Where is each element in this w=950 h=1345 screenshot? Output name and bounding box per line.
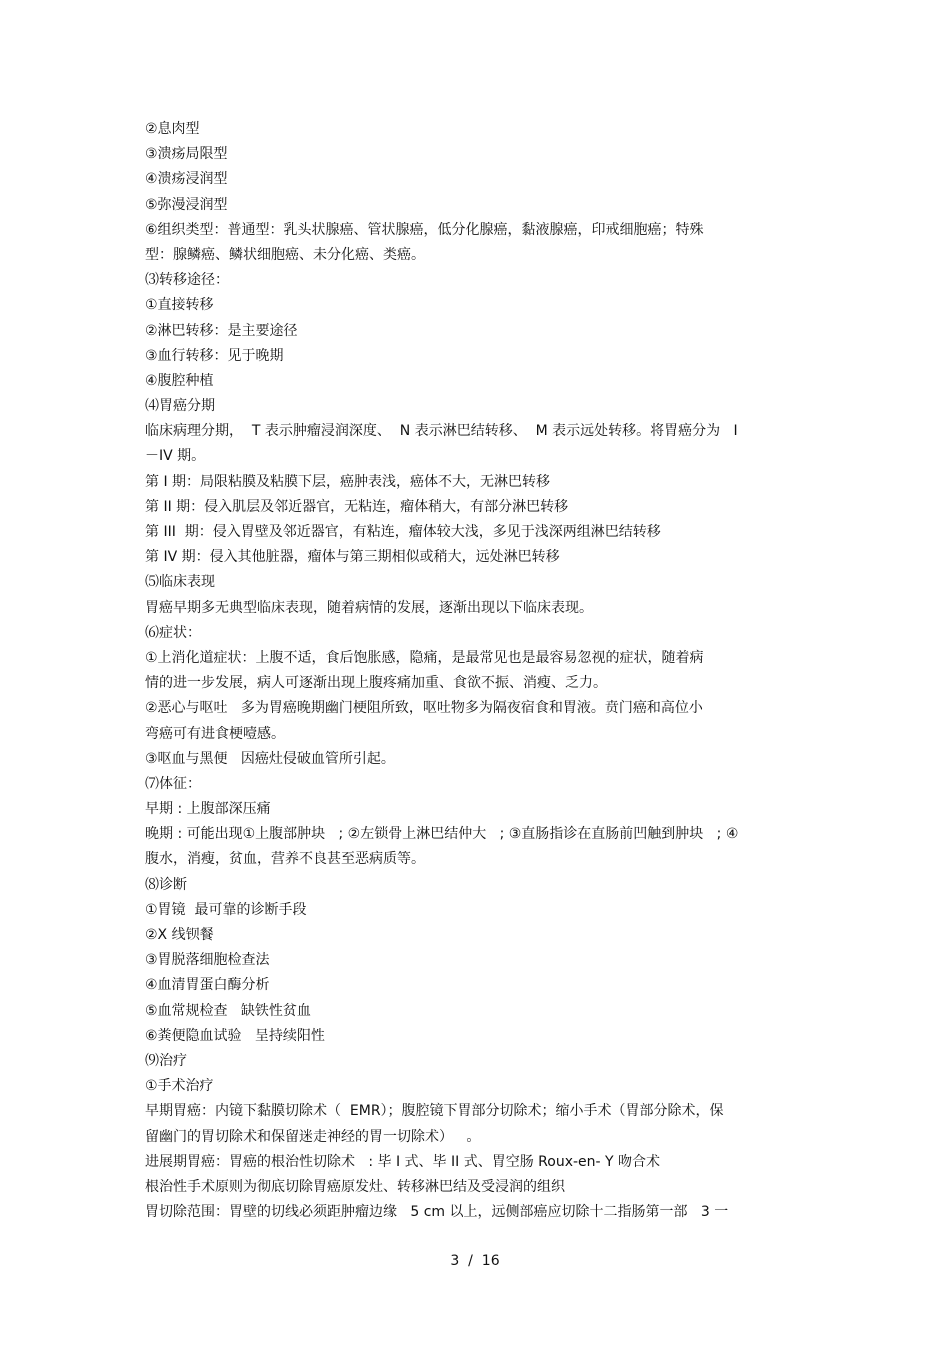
text-line: 胃切除范围：胃壁的切线必须距肿瘤边缘 5 cm 以上，远侧部癌应切除十二指肠第一部 3 一 bbox=[145, 1204, 729, 1221]
section-heading: ⑶转移途径： bbox=[145, 272, 229, 289]
text-line: ④腹腔种植 bbox=[145, 372, 214, 389]
text-line: ⑥粪便隐血试验 呈持续阳性 bbox=[145, 1027, 325, 1044]
text-line: ②恶心与呕吐 多为胃癌晚期幽门梗阻所致，呕吐物多为隔夜宿食和胃液。贲门癌和高位小 bbox=[145, 700, 703, 717]
text-line: ④血清胃蛋白酶分析 bbox=[145, 977, 270, 994]
text-line: －IV 期。 bbox=[145, 448, 206, 465]
text-line: ①手术治疗 bbox=[145, 1078, 214, 1095]
text-line: ③胃脱落细胞检查法 bbox=[145, 952, 270, 969]
text-line: 进展期胃癌：胃癌的根治性切除术 : 毕 I 式、毕 II 式、胃空肠 Roux-en- Y 吻合术 bbox=[145, 1153, 661, 1170]
text-line: 情的进一步发展，病人可逐渐出现上腹疼痛加重、食欲不振、消瘦、乏力。 bbox=[145, 675, 607, 692]
text-line: ①胃镜 最可靠的诊断手段 bbox=[145, 901, 307, 918]
text-line: ②淋巴转移：是主要途径 bbox=[145, 322, 298, 339]
section-heading: ⑼治疗 bbox=[145, 1052, 187, 1069]
text-line: 第 II 期：侵入肌层及邻近器官，无粘连，瘤体稍大，有部分淋巴转移 bbox=[145, 498, 569, 515]
text-line: 晚期 : 可能出现①上腹部肿块 ; ②左锁骨上淋巴结仲大 ; ③直肠指诊在直肠前凹触到肿块 ; ④ bbox=[145, 826, 739, 843]
text-line: 第 III 期：侵入胃壁及邻近器官，有粘连，瘤体较大浅，多见于浅深两组淋巴结转移 bbox=[145, 524, 661, 540]
text-line: 弯癌可有进食梗噎感。 bbox=[145, 725, 285, 742]
page-body bbox=[145, 117, 810, 1225]
text-line: 根治性手术原则为彻底切除胃癌原发灶、转移淋巴结及受浸润的组织 bbox=[145, 1178, 565, 1195]
section-heading: ⑻诊断 bbox=[145, 876, 187, 893]
text-line: ④溃疡浸润型 bbox=[145, 171, 228, 188]
text-line: ③呕血与黑便 因癌灶侵破血管所引起。 bbox=[145, 750, 395, 767]
text-line: 腹水，消瘦，贫血，营养不良甚至恶病质等。 bbox=[145, 851, 425, 868]
section-heading: ⑷胃癌分期 bbox=[145, 398, 215, 415]
text-line: ②X 线钡餐 bbox=[145, 927, 214, 943]
text-line: 第 IV 期：侵入其他脏器，瘤体与第三期相似或稍大，远处淋巴转移 bbox=[145, 549, 560, 566]
section-heading: ⑸临床表现 bbox=[145, 574, 215, 591]
text-line: 胃癌早期多无典型临床表现，随着病情的发展，逐渐出现以下临床表现。 bbox=[145, 599, 593, 616]
text-line: ⑥组织类型：普通型：乳头状腺癌、管状腺癌，低分化腺癌，黏液腺癌，印戒细胞癌；特殊 bbox=[145, 221, 704, 238]
section-heading: ⑹症状： bbox=[145, 624, 201, 641]
page-number: 3 / 16 bbox=[450, 1253, 500, 1269]
text-line: ③溃疡局限型 bbox=[145, 146, 228, 163]
section-heading: ⑺体征： bbox=[145, 775, 201, 792]
text-line: 第 I 期：局限粘膜及粘膜下层，癌肿表浅，癌体不大，无淋巴转移 bbox=[145, 473, 551, 490]
text-line: ①上消化道症状：上腹不适，食后饱胀感，隐痛，是最常见也是最容易忽视的症状，随着病 bbox=[145, 649, 704, 666]
text-line: 留幽门的胃切除术和保留迷走神经的胃一切除术） 。 bbox=[145, 1128, 481, 1145]
text-line: ②息肉型 bbox=[145, 121, 200, 137]
text-line: ③血行转移：见于晚期 bbox=[145, 347, 284, 364]
text-line: ⑤血常规检查 缺铁性贫血 bbox=[145, 1002, 311, 1019]
text-line: 早期 : 上腹部深压痛 bbox=[145, 801, 271, 818]
text-line: 临床病理分期， T 表示肿瘤浸润深度、 N 表示淋巴结转移、 M 表示远处转移。将胃癌分为 I bbox=[145, 423, 738, 440]
text-line: ①直接转移 bbox=[145, 297, 214, 314]
text-line: 型：腺鳞癌、鳞状细胞癌、未分化癌、类癌。 bbox=[145, 246, 425, 263]
text-line: 早期胃癌：内镜下黏膜切除术（ EMR）；腹腔镜下胃部分切除术；缩小手术（胃部分除术，保 bbox=[145, 1103, 724, 1120]
text-line: ⑤弥漫浸润型 bbox=[145, 196, 228, 213]
